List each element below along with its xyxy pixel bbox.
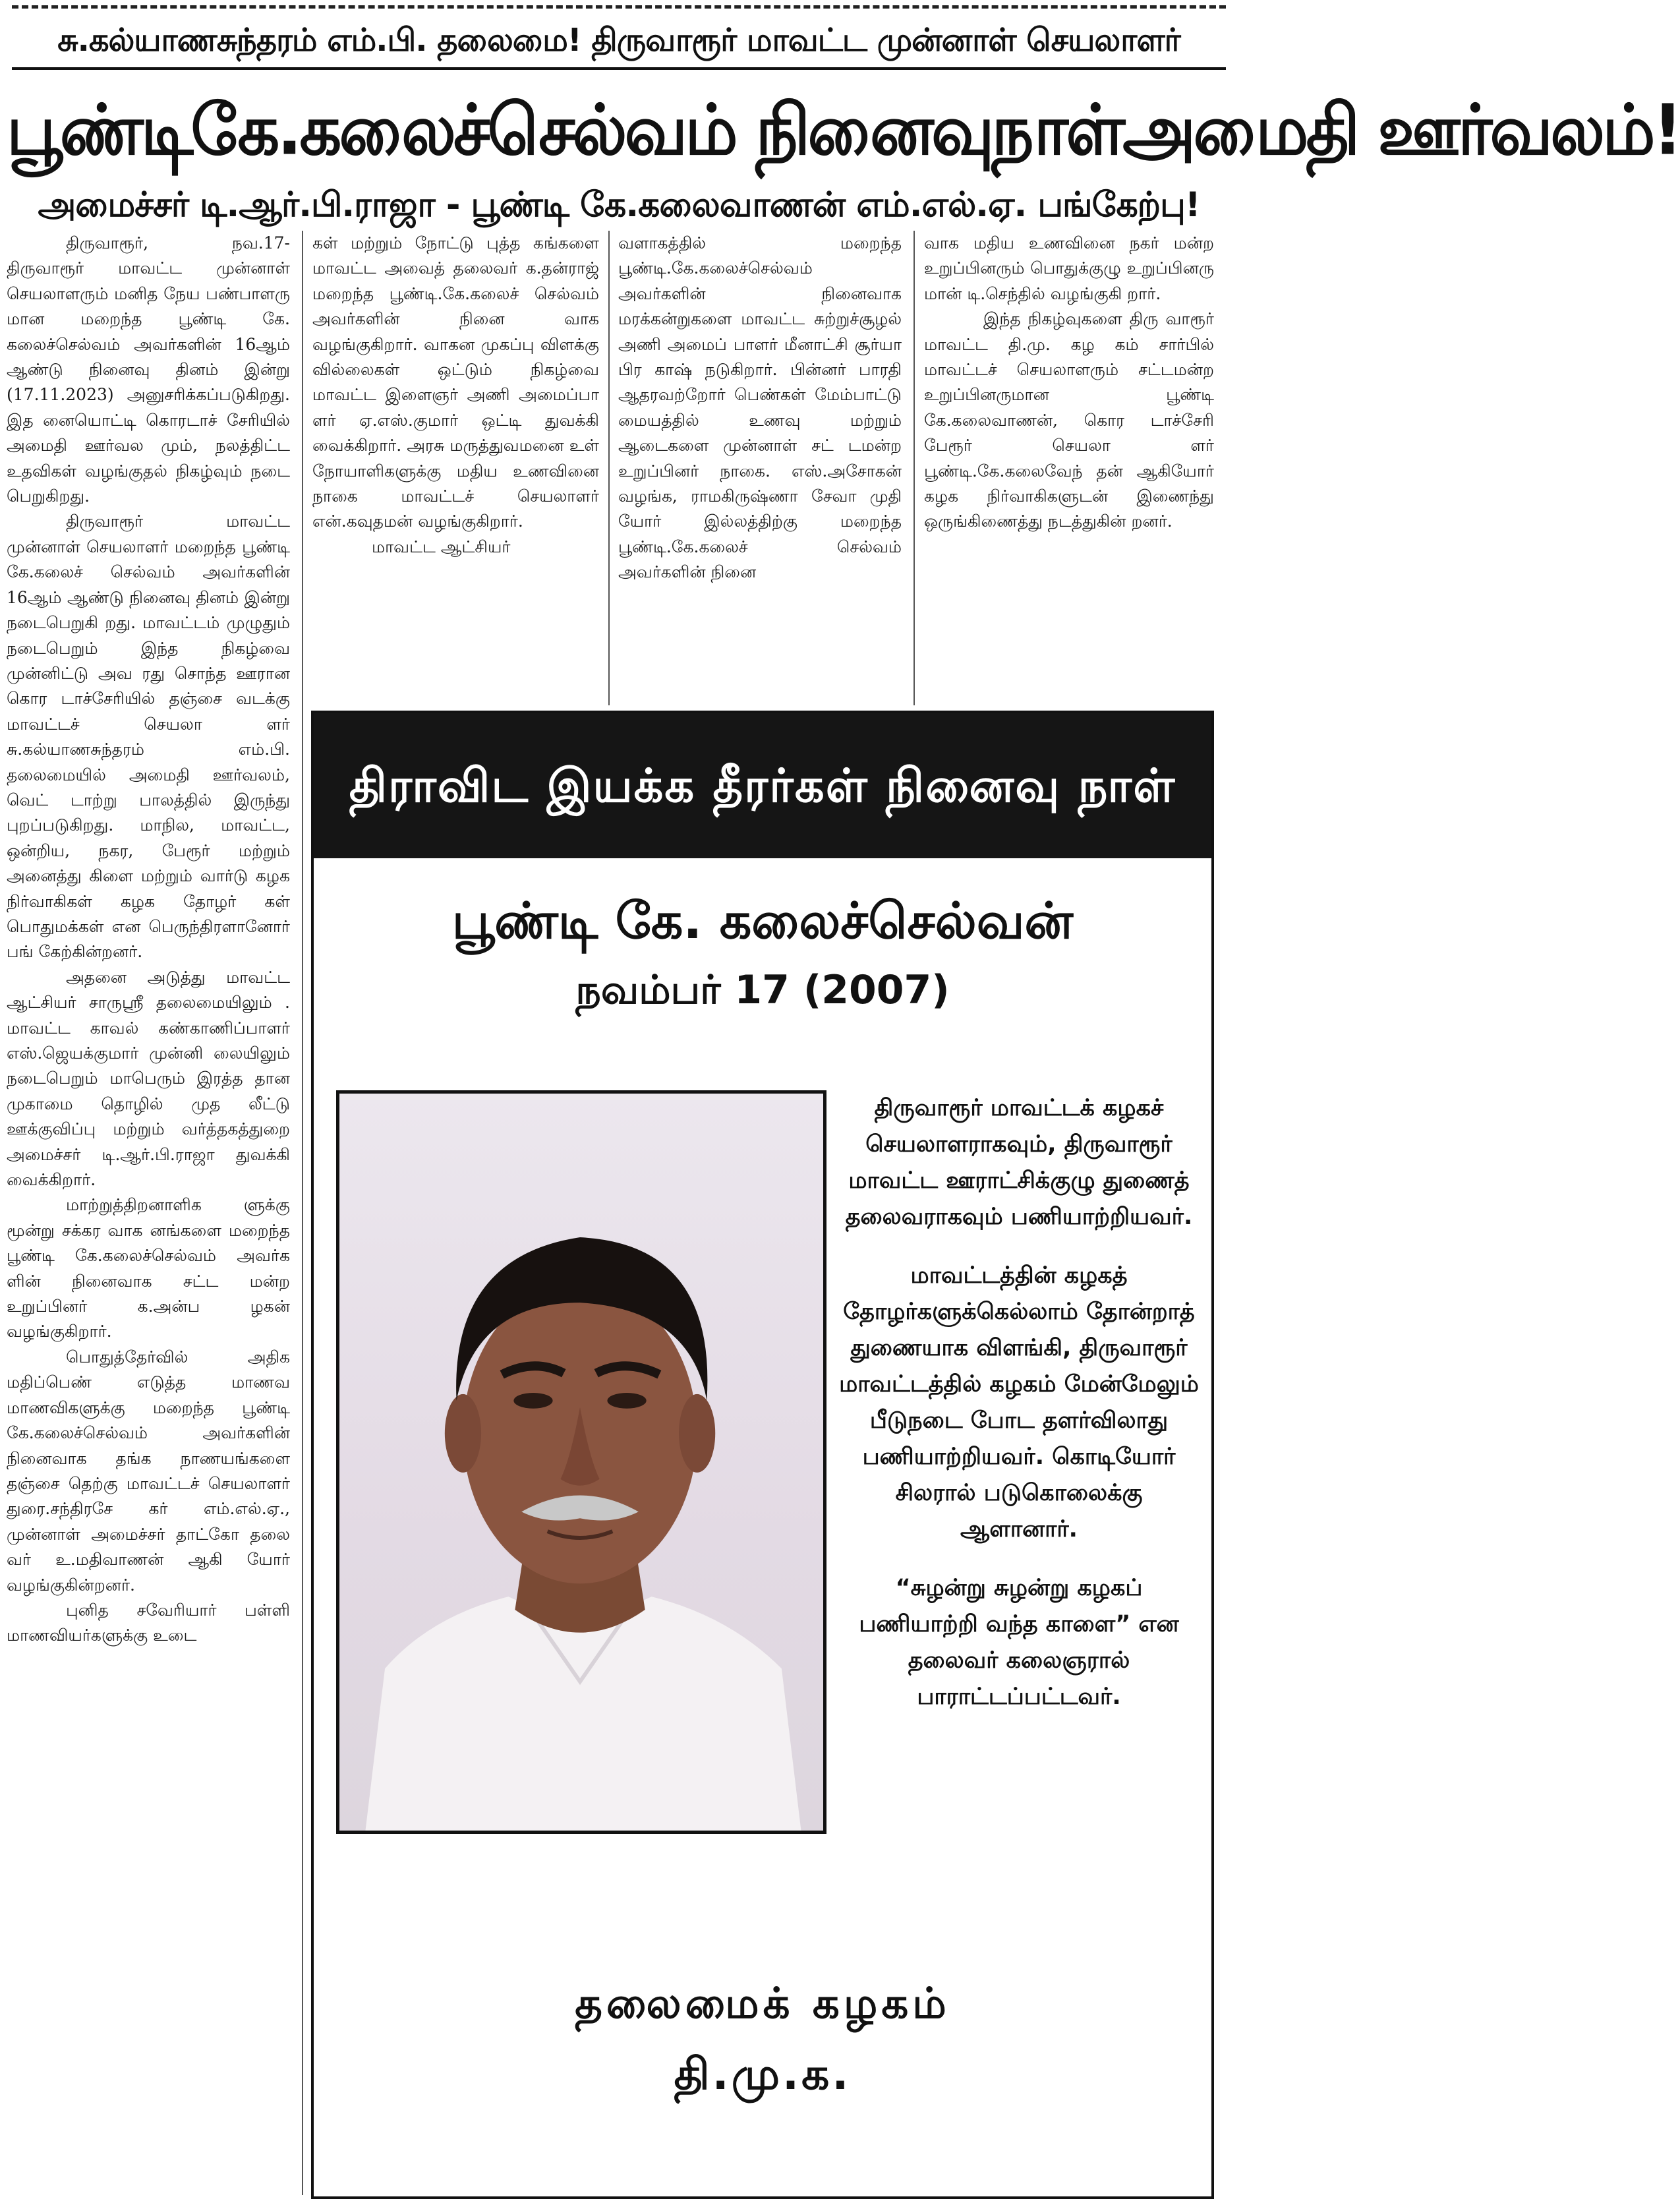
- article-paragraph: புனித சவேரியார் பள்ளி மாணவியர்களுக்கு உடை: [7, 1600, 290, 1645]
- memorial-date: நவம்பர் 17 (2007): [575, 967, 950, 1013]
- subheadline: அமைச்சர் டி.ஆர்.பி.ராஜா - பூண்டி கே.கலைவாணன் எம்.எல்.ஏ. பங்கேற்பு!: [38, 185, 1200, 225]
- kicker-rule: [12, 67, 1226, 70]
- kicker-line: சு.கல்யாணசுந்தரம் எம்.பி. தலைமை! திருவாரூர் மாவட்ட முன்னாள் செயலாளர்: [57, 22, 1180, 59]
- column-divider: [913, 231, 915, 705]
- article-column-3: [618, 231, 902, 712]
- article-paragraph: பொதுத்தேர்வில் அதிக மதிப்பெண் எடுத்த மாணவ மாணவிகளுக்கு மறைந்த பூண்டி கே.கலைச்செல்வம் அவர்களின் நினைவாக தங்க நாணயங்களை தஞ்சை தெற்கு மாவட்டச் செயலாளர் துரை.சந்திரசே கர் எம்.எல்.ஏ., முன்னாள் அமைச்சர் தாட்கோ தலை வர் உ.மதிவாணன் ஆகி யோர் வழங்குகின்றனர்.: [7, 1347, 290, 1595]
- article-paragraph: திருவாரூர் மாவட்ட முன்னாள் செயலாளர் மறைந்த பூண்டி கே.கலைச் செல்வம் அவர்களின் 16ஆம் ஆண்டு நினைவு தினம் இன்று நடைபெறுகி றது. மாவட்டம் முழுதும் நடைபெறும் இந்த நிகழ்வை முன்னிட்டு அவ ரது சொந்த ஊரான கொர டாச்சேரியில் தஞ்சை வடக்கு மாவட்டச் செயலா ளர் சு.கல்யாணசுந்தரம் எம்.பி. தலைமையில் அமைதி ஊர்வலம், வெட் டாற்று பாலத்தில் இருந்து புறப்படுகிறது. மாநில, மாவட்ட, ஒன்றிய, நகர, பேரூர் மற்றும் அனைத்து கிளை மற்றும் வார்டு கழக நிர்வாகிகள் கழக தோழர் கள் பொதுமக்கள் என பெருந்திரளானோர் பங் கேற்கின்றனர்.: [7, 512, 290, 962]
- headline: பூண்டிகே.கலைச்செல்வம் நினைவுநாள்அமைதி ஊர்வலம்!: [7, 90, 1680, 171]
- article-paragraph: இந்த நிகழ்வுகளை திரு வாரூர் மாவட்ட தி.மு. கழ கம் சார்பில் மாவட்டச் செயலாளரும் சட்டமன்ற உறுப்பினருமான பூண்டி கே.கலைவாணன், கொர டாச்சேரி பேரூர் செயலா ளர் பூண்டி.கே.கலைவேந் தன் ஆகியோர் கழக நிர்வாகிகளுடன் இணைந்து ஒருங்கிணைத்து நடத்துகின் றனர்.: [924, 309, 1214, 531]
- memorial-advertisement: [311, 711, 1214, 2199]
- bio-quote: “சுழன்று சுழன்று கழகப் பணியாற்றி வந்த காளை” என தலைவர் கலைஞரால் பாராட்டப்பட்டவர்.: [859, 1575, 1179, 1710]
- top-dashed-rule: [12, 5, 1226, 9]
- memorial-banner-title: திராவிட இயக்க தீரர்கள் நினைவு நாள்: [314, 713, 1211, 858]
- article-paragraph: மாற்றுத்திறனாளிக ளுக்கு மூன்று சக்கர வாக னங்களை மறைந்த பூண்டி கே.கலைச்செல்வம் அவர்க ளின் நினைவாக சட்ட மன்ற உறுப்பினர் க.அன்ப ழகன் வழங்குகிறார்.: [7, 1195, 290, 1341]
- ad-footer-party: தி.மு.க.: [674, 2049, 852, 2100]
- article-column-2: [312, 231, 599, 712]
- bio-paragraph: மாவட்டத்தின் கழகத் தோழர்களுக்கெல்லாம் தோன்றாத் துணையாக விளங்கி, திருவாரூர் மாவட்டத்தில் கழகம் மேன்மேலும் பீடுநடை போட தளர்விலாது பணியாற்றியவர். கொடியோர் சிலரால் படுகொலைக்கு ஆளானார்.: [839, 1262, 1199, 1542]
- memorial-person-name: பூண்டி கே. கலைச்செல்வன்: [451, 891, 1074, 950]
- ad-footer-organization: தலைமைக் கழகம்: [575, 1980, 950, 2028]
- article-paragraph: வாக மதிய உணவினை நகர் மன்ற உறுப்பினரும் பொதுக்குழு உறுப்பினரு மான் டி.செந்தில் வழங்குகி றார்.: [924, 233, 1214, 303]
- article-paragraph: மாவட்ட ஆட்சியர்: [372, 537, 511, 556]
- column-divider: [302, 231, 303, 2195]
- article-paragraph: வளாகத்தில் மறைந்த பூண்டி.கே.கலைச்செல்வம் அவர்களின் நினைவாக மரக்கன்றுகளை மாவட்ட சுற்றுச்சூழல் அணி அமைப் பாளர் மீனாட்சி சூர்யா பிர காஷ் நடுகிறார். பின்னர் பாரதி ஆதரவற்றோர் பெண்கள் மேம்பாட்டு மையத்தில் உணவு மற்றும் ஆடைகளை முன்னாள் சட் டமன்ற உறுப்பினர் நாகை. எஸ்.அசோகன் வழங்க, ராமகிருஷ்ணா சேவா முதி யோர் இல்லத்திற்கு மறைந்த பூண்டி.கே.கலைச் செல்வம் அவர்களின் நினை: [618, 233, 902, 582]
- article-column-1: [7, 231, 290, 2202]
- portrait-photo: [336, 1090, 826, 1834]
- portrait-illustration: [339, 1094, 823, 1831]
- article-column-4: [924, 231, 1214, 712]
- bio-paragraph: திருவாரூர் மாவட்டக் கழகச் செயலாளராகவும், திருவாரூர் மாவட்ட ஊராட்சிக்குழு துணைத் தலைவராகவும் பணியாற்றியவர்.: [845, 1095, 1193, 1230]
- article-paragraph: அதனை அடுத்து மாவட்ட ஆட்சியர் சாருஸ்ரீ தலைமையிலும் . மாவட்ட காவல் கண்காணிப்பாளர் எஸ்.ஜெயக்குமார் முன்னி லையிலும் நடைபெறும் மாபெரும் இரத்த தான முகாமை தொழில் முத லீட்டு ஊக்குவிப்பு மற்றும் வர்த்தகத்துறை அமைச்சர் டி.ஆர்.பி.ராஜா துவக்கி வைக்கிறார்.: [7, 967, 290, 1190]
- article-paragraph: கள் மற்றும் நோட்டு புத்த கங்களை மாவட்ட அவைத் தலைவர் க.தன்ராஜ் மறைந்த பூண்டி.கே.கலைச் செல்வம் அவர்களின் நினை வாக வழங்குகிறார். வாகன முகப்பு விளக்கு வில்லைகள் ஒட்டும் நிகழ்வை மாவட்ட இளைஞர் அணி அமைப்பா ளர் ஏ.எஸ்.குமார் ஒட்டி துவக்கி வைக்கிறார். அரசு மருத்துவமனை உள் நோயாளிகளுக்கு மதிய உணவினை நாகை மாவட்டச் செயலாளர் என்.கவுதமன் வழங்குகிறார்.: [312, 233, 599, 531]
- column-divider: [608, 231, 610, 705]
- article-paragraph: திருவாரூர், நவ.17- திருவாரூர் மாவட்ட முன்னாள் செயலாளரும் மனித நேய பண்பாளரு மான மறைந்த பூண்டி கே. கலைச்செல்வம் அவர்களின் 16ஆம் ஆண்டு நினைவு தினம் இன்று (17.11.2023) அனுசரிக்கப்படுகிறது. இத னையொட்டி கொரடாச் சேரியில் அமைதி ஊர்வல மும், நலத்திட்ட உதவிகள் வழங்குதல் நிகழ்வும் நடை பெறுகிறது.: [7, 233, 290, 506]
- memorial-biography: [834, 1090, 1203, 1738]
